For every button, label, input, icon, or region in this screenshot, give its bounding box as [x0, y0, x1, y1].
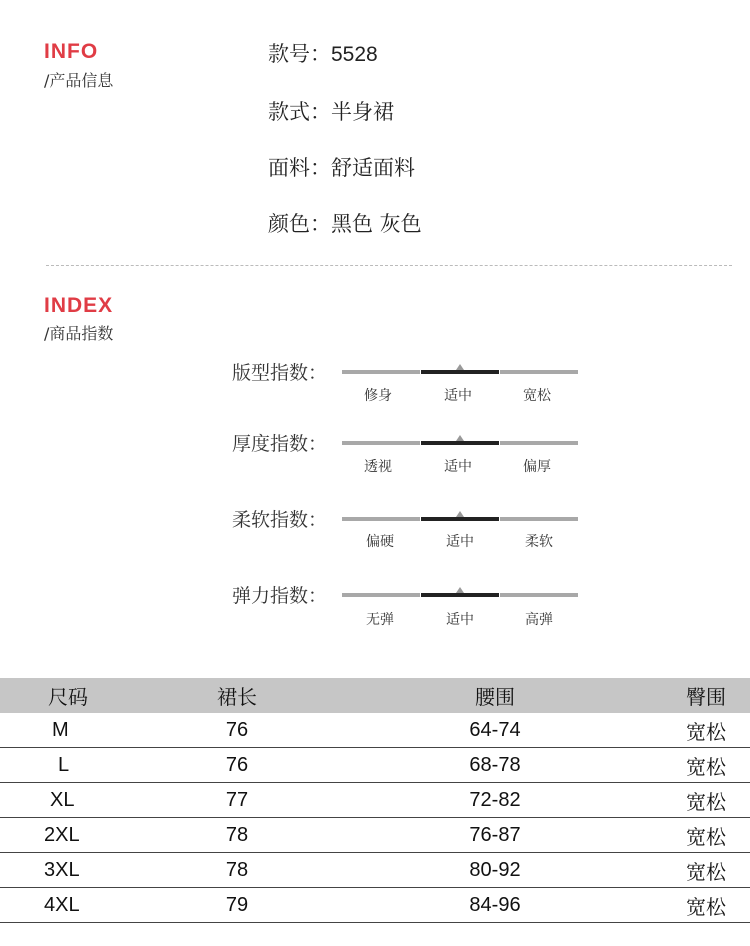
- table-row: [0, 748, 750, 783]
- column-header-skirt-length: 裙长: [175, 678, 375, 713]
- info-label: 款式：: [268, 100, 331, 124]
- scale-tick-low: 无弹: [366, 612, 394, 628]
- scale-tick-high: 柔软: [525, 534, 553, 550]
- index-row-softness: [232, 505, 592, 555]
- scale-tick-high: 高弹: [525, 612, 553, 628]
- index-scale: [342, 370, 578, 376]
- size-cell: M: [0, 713, 175, 748]
- scale-segment-middle: [421, 441, 499, 445]
- index-row-thickness: [232, 429, 592, 479]
- size-cell: L: [0, 748, 175, 783]
- scale-segment-right: [500, 517, 578, 521]
- scale-segment-left: [342, 370, 420, 374]
- info-row-style: [268, 96, 394, 126]
- scale-tick-mid: 适中: [446, 612, 474, 628]
- scale-tick-mid: 适中: [446, 534, 474, 550]
- info-row-fabric: [268, 152, 415, 182]
- column-header-hip: 臀围: [605, 678, 750, 713]
- info-label: 颜色：: [268, 212, 331, 236]
- index-title: INDEX: [44, 294, 114, 317]
- scale-segment-right: [500, 441, 578, 445]
- scale-segment-middle: [421, 517, 499, 521]
- hip-cell: 宽松: [605, 888, 750, 923]
- table-row: [0, 888, 750, 923]
- size-cell: 4XL: [0, 888, 175, 923]
- scale-tick-low: 修身: [364, 388, 392, 404]
- info-subtitle: /产品信息: [44, 71, 114, 90]
- index-label: 弹力指数：: [232, 585, 328, 607]
- table-row: [0, 818, 750, 853]
- index-scale: [342, 593, 578, 599]
- scale-segment-right: [500, 370, 578, 374]
- level-marker-icon: [456, 435, 464, 441]
- waist-cell: 80-92: [375, 853, 605, 888]
- waist-cell: 68-78: [375, 748, 605, 783]
- length-cell: 76: [175, 713, 375, 748]
- info-row-color: [268, 208, 422, 238]
- scale-tick-mid: 适中: [444, 388, 472, 404]
- info-value: 半身裙: [331, 100, 394, 124]
- info-value: 5528: [331, 43, 378, 66]
- section-divider: [46, 265, 732, 266]
- waist-cell: 64-74: [375, 713, 605, 748]
- table-header-row: [0, 678, 750, 713]
- column-header-size: 尺码: [0, 678, 175, 713]
- size-cell: 3XL: [0, 853, 175, 888]
- info-label: 面料：: [268, 156, 331, 180]
- table-row: [0, 783, 750, 818]
- table-row: [0, 713, 750, 748]
- scale-tick-low: 偏硬: [366, 534, 394, 550]
- waist-cell: 72-82: [375, 783, 605, 818]
- index-scale: [342, 517, 578, 523]
- scale-tick-high: 宽松: [523, 388, 551, 404]
- index-scale: [342, 441, 578, 447]
- scale-segment-left: [342, 593, 420, 597]
- waist-cell: 76-87: [375, 818, 605, 853]
- index-label: 版型指数：: [232, 362, 328, 384]
- waist-cell: 84-96: [375, 888, 605, 923]
- length-cell: 76: [175, 748, 375, 783]
- scale-segment-left: [342, 441, 420, 445]
- level-marker-icon: [456, 511, 464, 517]
- size-cell: XL: [0, 783, 175, 818]
- index-row-fit: [232, 358, 592, 408]
- length-cell: 77: [175, 783, 375, 818]
- scale-segment-right: [500, 593, 578, 597]
- column-header-waist: 腰围: [375, 678, 605, 713]
- info-value: 黑色 灰色: [331, 212, 422, 236]
- level-marker-icon: [456, 364, 464, 370]
- scale-tick-low: 透视: [364, 459, 392, 475]
- index-label: 柔软指数：: [232, 509, 328, 531]
- level-marker-icon: [456, 587, 464, 593]
- table-row: [0, 853, 750, 888]
- length-cell: 78: [175, 853, 375, 888]
- hip-cell: 宽松: [605, 818, 750, 853]
- index-row-elasticity: [232, 581, 592, 631]
- info-row-style-number: [268, 38, 378, 68]
- scale-segment-middle: [421, 593, 499, 597]
- length-cell: 78: [175, 818, 375, 853]
- scale-tick-mid: 适中: [444, 459, 472, 475]
- size-cell: 2XL: [0, 818, 175, 853]
- scale-tick-high: 偏厚: [523, 459, 551, 475]
- length-cell: 79: [175, 888, 375, 923]
- size-table: [0, 678, 750, 923]
- hip-cell: 宽松: [605, 853, 750, 888]
- hip-cell: 宽松: [605, 713, 750, 748]
- hip-cell: 宽松: [605, 748, 750, 783]
- info-label: 款号：: [268, 42, 331, 66]
- index-label: 厚度指数：: [232, 433, 328, 455]
- hip-cell: 宽松: [605, 783, 750, 818]
- info-value: 舒适面料: [331, 156, 415, 180]
- scale-segment-middle: [421, 370, 499, 374]
- scale-segment-left: [342, 517, 420, 521]
- index-subtitle: /商品指数: [44, 324, 114, 343]
- info-title: INFO: [44, 40, 99, 63]
